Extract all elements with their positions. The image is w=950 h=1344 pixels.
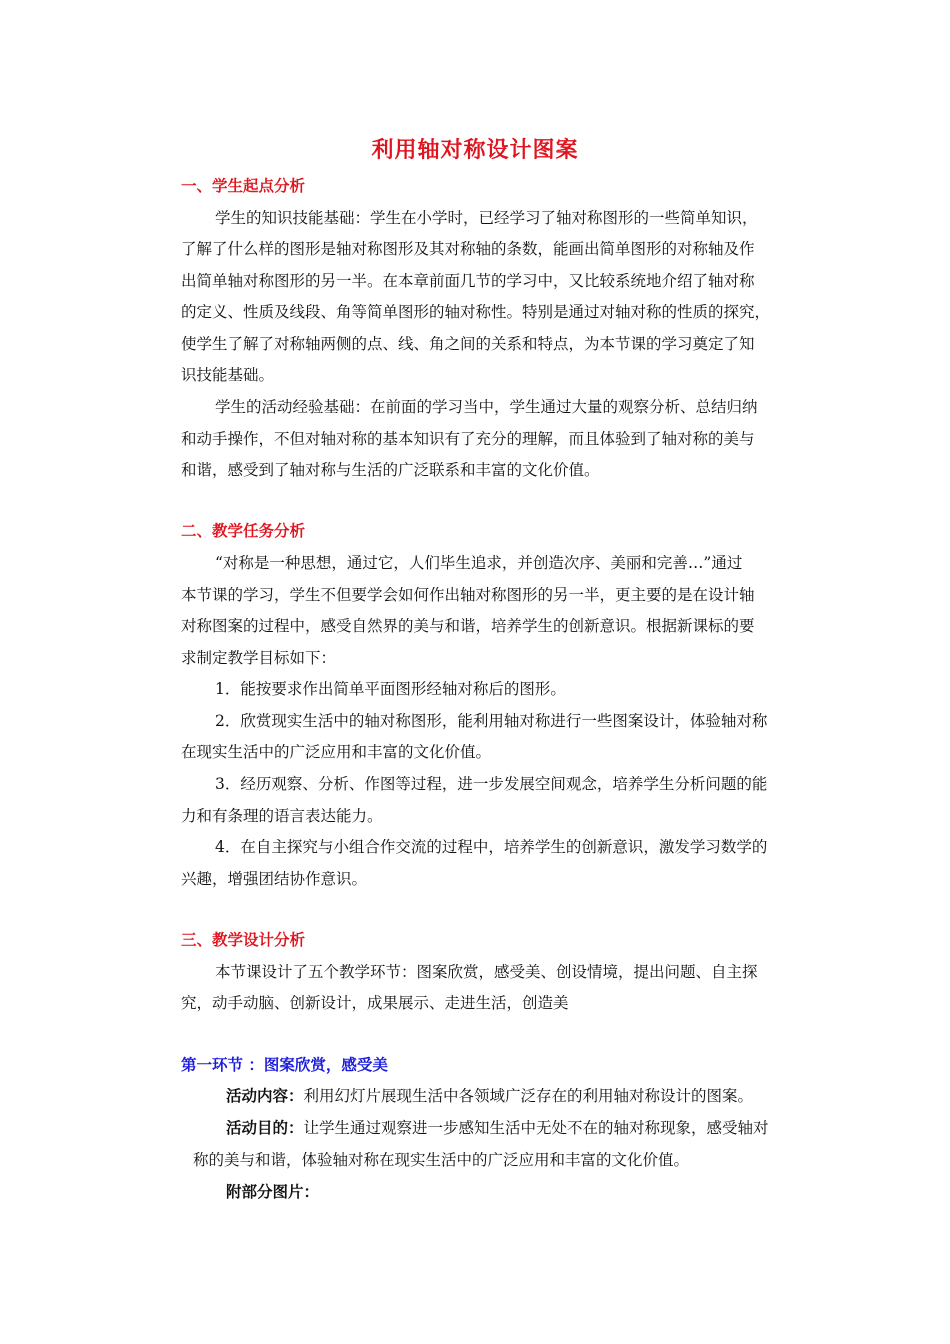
pictures-label: 附部分图片：	[226, 1183, 320, 1201]
paragraph-line: 出简单轴对称图形的另一半。在本章前面几节的学习中，又比较系统地介绍了轴对称	[181, 272, 755, 290]
paragraph-line: 和动手操作，不但对轴对称的基本知识有了充分的理解，而且体验到了轴对称的美与	[181, 430, 755, 448]
paragraph-line: 识技能基础。	[181, 366, 275, 384]
paragraph-line: 了解了什么样的图形是轴对称图形及其对称轴的条数，能画出简单图形的对称轴及作	[181, 240, 755, 258]
section-heading-design-analysis: 三、教学设计分析	[181, 931, 306, 949]
step-heading-first: 第一环节 ：图案欣赏，感受美	[181, 1056, 388, 1074]
paragraph-line: 力和有条理的语言表达能力。	[181, 807, 383, 825]
paragraph-line: 本节课的学习，学生不但要学会如何作出轴对称图形的另一半，更主要的是在设计轴	[181, 586, 755, 604]
paragraph-line: 的定义、性质及线段、角等简单图形的轴对称性。特别是通过对轴对称的性质的探究，	[181, 303, 771, 321]
paragraph-line: 究，动手动脑、创新设计，成果展示、走进生活，创造美	[181, 994, 569, 1012]
paragraph-line: 本节课设计了五个教学环节：图案欣赏，感受美、创设情境，提出问题、自主探	[215, 963, 758, 981]
activity-content-text: 利用幻灯片展现生活中各领域广泛存在的利用轴对称设计的图案。	[303, 1087, 754, 1105]
objective-item: 2．欣赏现实生活中的轴对称图形，能利用轴对称进行一些图案设计，体验轴对称	[215, 712, 768, 730]
objective-item: 1．能按要求作出简单平面图形经轴对称后的图形。	[215, 680, 566, 698]
paragraph-line: 在现实生活中的广泛应用和丰富的文化价值。	[181, 743, 492, 761]
activity-purpose-label: 活动目的：	[226, 1119, 304, 1137]
paragraph-line: 使学生了解了对称轴两侧的点、线、角之间的关系和特点，为本节课的学习奠定了知	[181, 335, 755, 353]
activity-purpose-line	[226, 1117, 769, 1139]
paragraph-line: 称的美与和谐，体验轴对称在现实生活中的广泛应用和丰富的文化价值。	[193, 1151, 690, 1169]
paragraph-line: 对称图案的过程中，感受自然界的美与和谐，培养学生的创新意识。根据新课标的要	[181, 617, 755, 635]
paragraph-line: 学生的活动经验基础：在前面的学习当中，学生通过大量的观察分析、总结归纳	[215, 398, 758, 416]
paragraph-line: 求制定教学目标如下：	[181, 649, 337, 667]
paragraph-line: 和谐，感受到了轴对称与生活的广泛联系和丰富的文化价值。	[181, 461, 600, 479]
paragraph-line: 学生的知识技能基础：学生在小学时，已经学习了轴对称图形的一些简单知识，	[215, 209, 758, 227]
activity-content-label: 活动内容：	[226, 1087, 304, 1105]
section-heading-student-analysis: 一、学生起点分析	[181, 177, 306, 195]
objective-item: 4．在自主探究与小组合作交流的过程中，培养学生的创新意识，激发学习数学的	[215, 838, 768, 856]
paragraph-line: 兴趣，增强团结协作意识。	[181, 870, 368, 888]
activity-purpose-text: 让学生通过观察进一步感知生活中无处不在的轴对称现象，感受轴对	[303, 1119, 769, 1137]
objective-item: 3．经历观察、分析、作图等过程，进一步发展空间观念，培养学生分析问题的能	[215, 775, 768, 793]
document-title: 利用轴对称设计图案	[371, 138, 579, 163]
section-heading-task-analysis: 二、教学任务分析	[181, 522, 306, 540]
pictures-line	[226, 1181, 319, 1203]
activity-content-line	[226, 1085, 753, 1107]
paragraph-line: “对称是一种思想，通过它，人们毕生追求，并创造次序、美丽和完善…”通过	[215, 554, 743, 572]
